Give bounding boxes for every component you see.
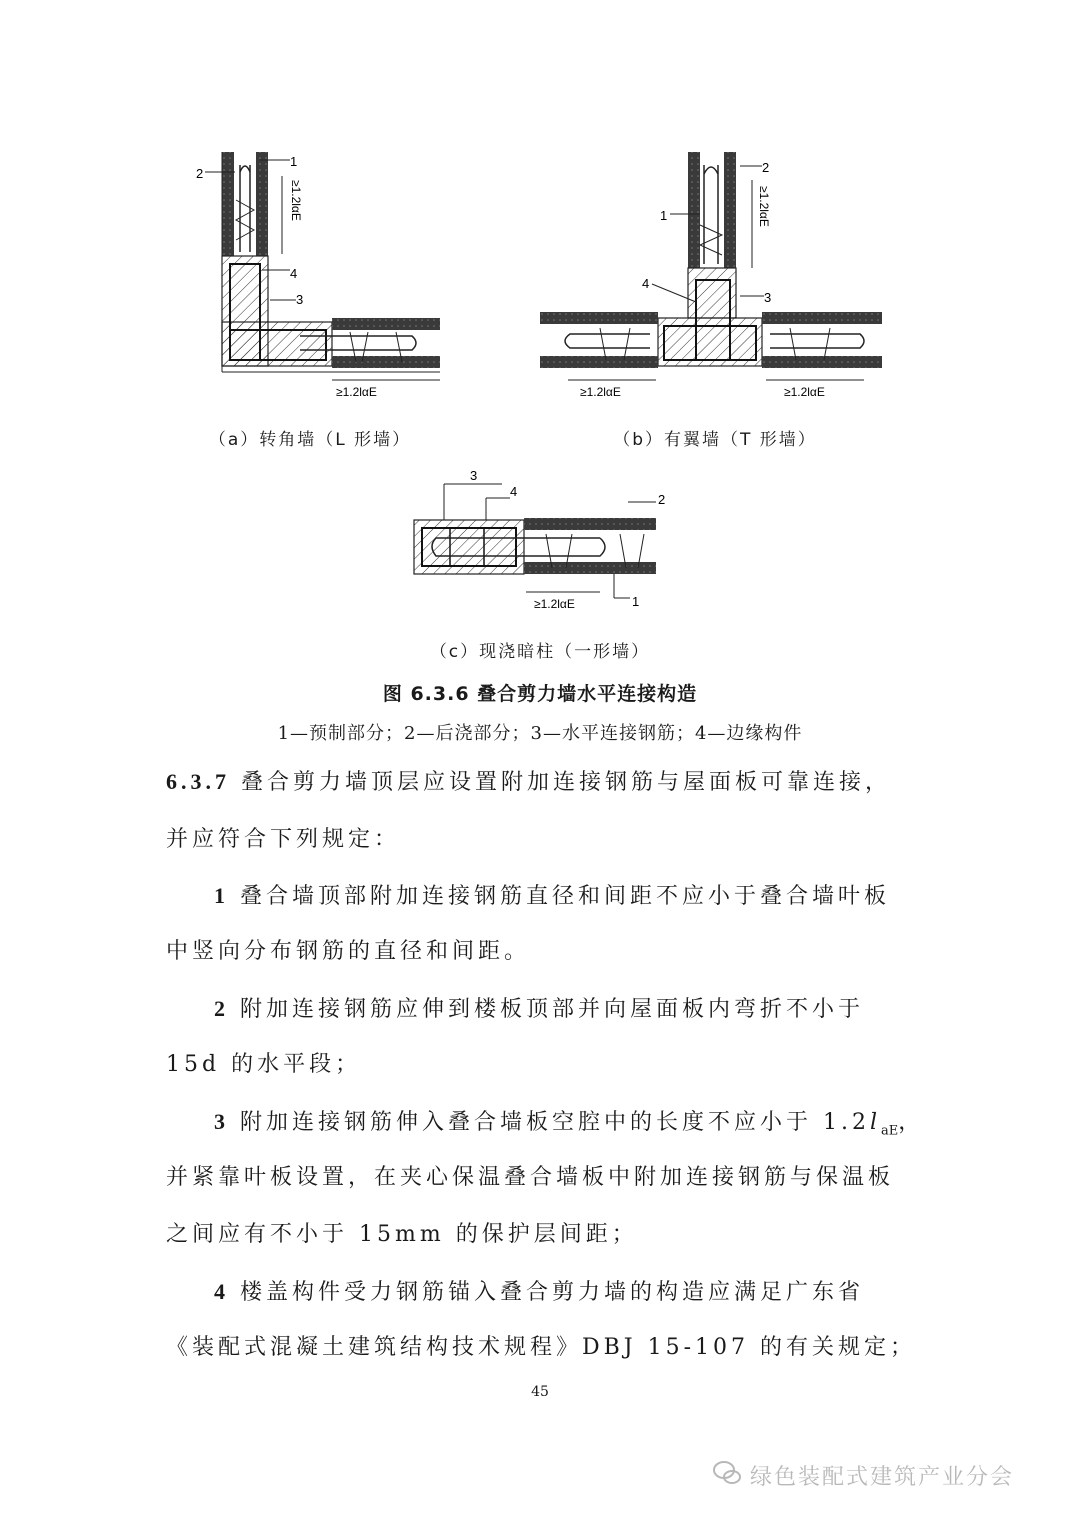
item-3-line1	[214, 1108, 954, 1145]
item-3-punct: ，	[898, 1110, 925, 1135]
figure-a-label-3: 3	[296, 292, 304, 307]
page-number: 45	[531, 1384, 549, 1400]
figure-a-dim-vertical: ≥1.2lαE	[289, 180, 303, 221]
item-2-text: 附加连接钢筋应伸到楼板顶部并向屋面板内弯折不小于	[240, 997, 865, 1022]
item-1-number: 1	[214, 883, 229, 908]
section-number: 6.3.7	[166, 769, 230, 794]
item-3-symbol-l: l	[869, 1110, 882, 1135]
item-4-number: 4	[214, 1279, 229, 1304]
item-1-line1	[214, 882, 934, 911]
item-3-line3: 之间应有不小于 15mm 的保护层间距；	[166, 1222, 638, 1247]
item-4-line2: 《装配式混凝土建筑结构技术规程》DBJ 15-107 的有关规定；	[166, 1335, 917, 1360]
item-3-text: 附加连接钢筋伸入叠合墙板空腔中的长度不应小于 1.2	[240, 1110, 870, 1135]
item-3-line2: 并紧靠叶板设置，在夹心保温叠合墙板中附加连接钢筋与保温板	[166, 1165, 895, 1190]
figure-a-drawing	[196, 152, 440, 399]
section-intro-line2: 并应符合下列规定：	[166, 827, 401, 852]
figure-b-label-3: 3	[764, 290, 772, 305]
figure-c-caption: （c）现浇暗柱（一形墙）	[429, 642, 651, 662]
figure-c-label-2: 2	[658, 492, 666, 507]
figure-b-caption: （b）有翼墙（T 形墙）	[613, 430, 817, 450]
item-2-line1	[214, 995, 934, 1024]
figure-c-label-4: 4	[510, 484, 518, 499]
wechat-icon	[712, 1458, 742, 1488]
item-3-number: 3	[214, 1109, 229, 1134]
figure-a-caption: （a）转角墙（L 形墙）	[208, 430, 412, 450]
figure-c-label-1: 1	[632, 594, 640, 609]
watermark-text: 绿色装配式建筑产业分会	[750, 1465, 1015, 1490]
figure-b-label-4: 4	[642, 276, 650, 291]
figure-b-label-2: 2	[762, 160, 770, 175]
item-4-line1	[214, 1278, 934, 1307]
figure-a-label-2: 2	[196, 166, 204, 181]
figure-b-dim-vertical: ≥1.2lαE	[757, 186, 771, 227]
figure-b-dim-left: ≥1.2lαE	[580, 385, 621, 399]
item-1-line2: 中竖向分布钢筋的直径和间距。	[166, 939, 531, 964]
item-3-symbol-sub: aE	[881, 1123, 899, 1139]
figure-c-dim-horizontal: ≥1.2lαE	[534, 597, 575, 611]
figure-c-label-3: 3	[470, 468, 478, 483]
figure-b-dim-right: ≥1.2lαE	[784, 385, 825, 399]
figure-a-dim-horizontal: ≥1.2lαE	[336, 385, 377, 399]
section-intro-text: 叠合剪力墙顶层应设置附加连接钢筋与屋面板可靠连接，	[241, 770, 892, 795]
figure-a-label-4: 4	[290, 266, 298, 281]
item-2-line2: 15d 的水平段；	[166, 1052, 362, 1077]
item-1-text: 叠合墙顶部附加连接钢筋直径和间距不应小于叠合墙叶板	[240, 884, 891, 909]
figure-c-drawing	[414, 468, 665, 611]
figure-legend: 1—预制部分；2—后浇部分；3—水平连接钢筋；4—边缘构件	[277, 723, 803, 744]
figure-b-label-1: 1	[660, 208, 668, 223]
item-4-text: 楼盖构件受力钢筋锚入叠合剪力墙的构造应满足广东省	[240, 1280, 865, 1305]
figure-b-drawing	[540, 152, 882, 399]
figure-a-label-1: 1	[290, 154, 298, 169]
item-2-number: 2	[214, 996, 229, 1021]
section-intro-line1	[166, 768, 926, 797]
figure-title: 图 6.3.6 叠合剪力墙水平连接构造	[382, 683, 698, 705]
